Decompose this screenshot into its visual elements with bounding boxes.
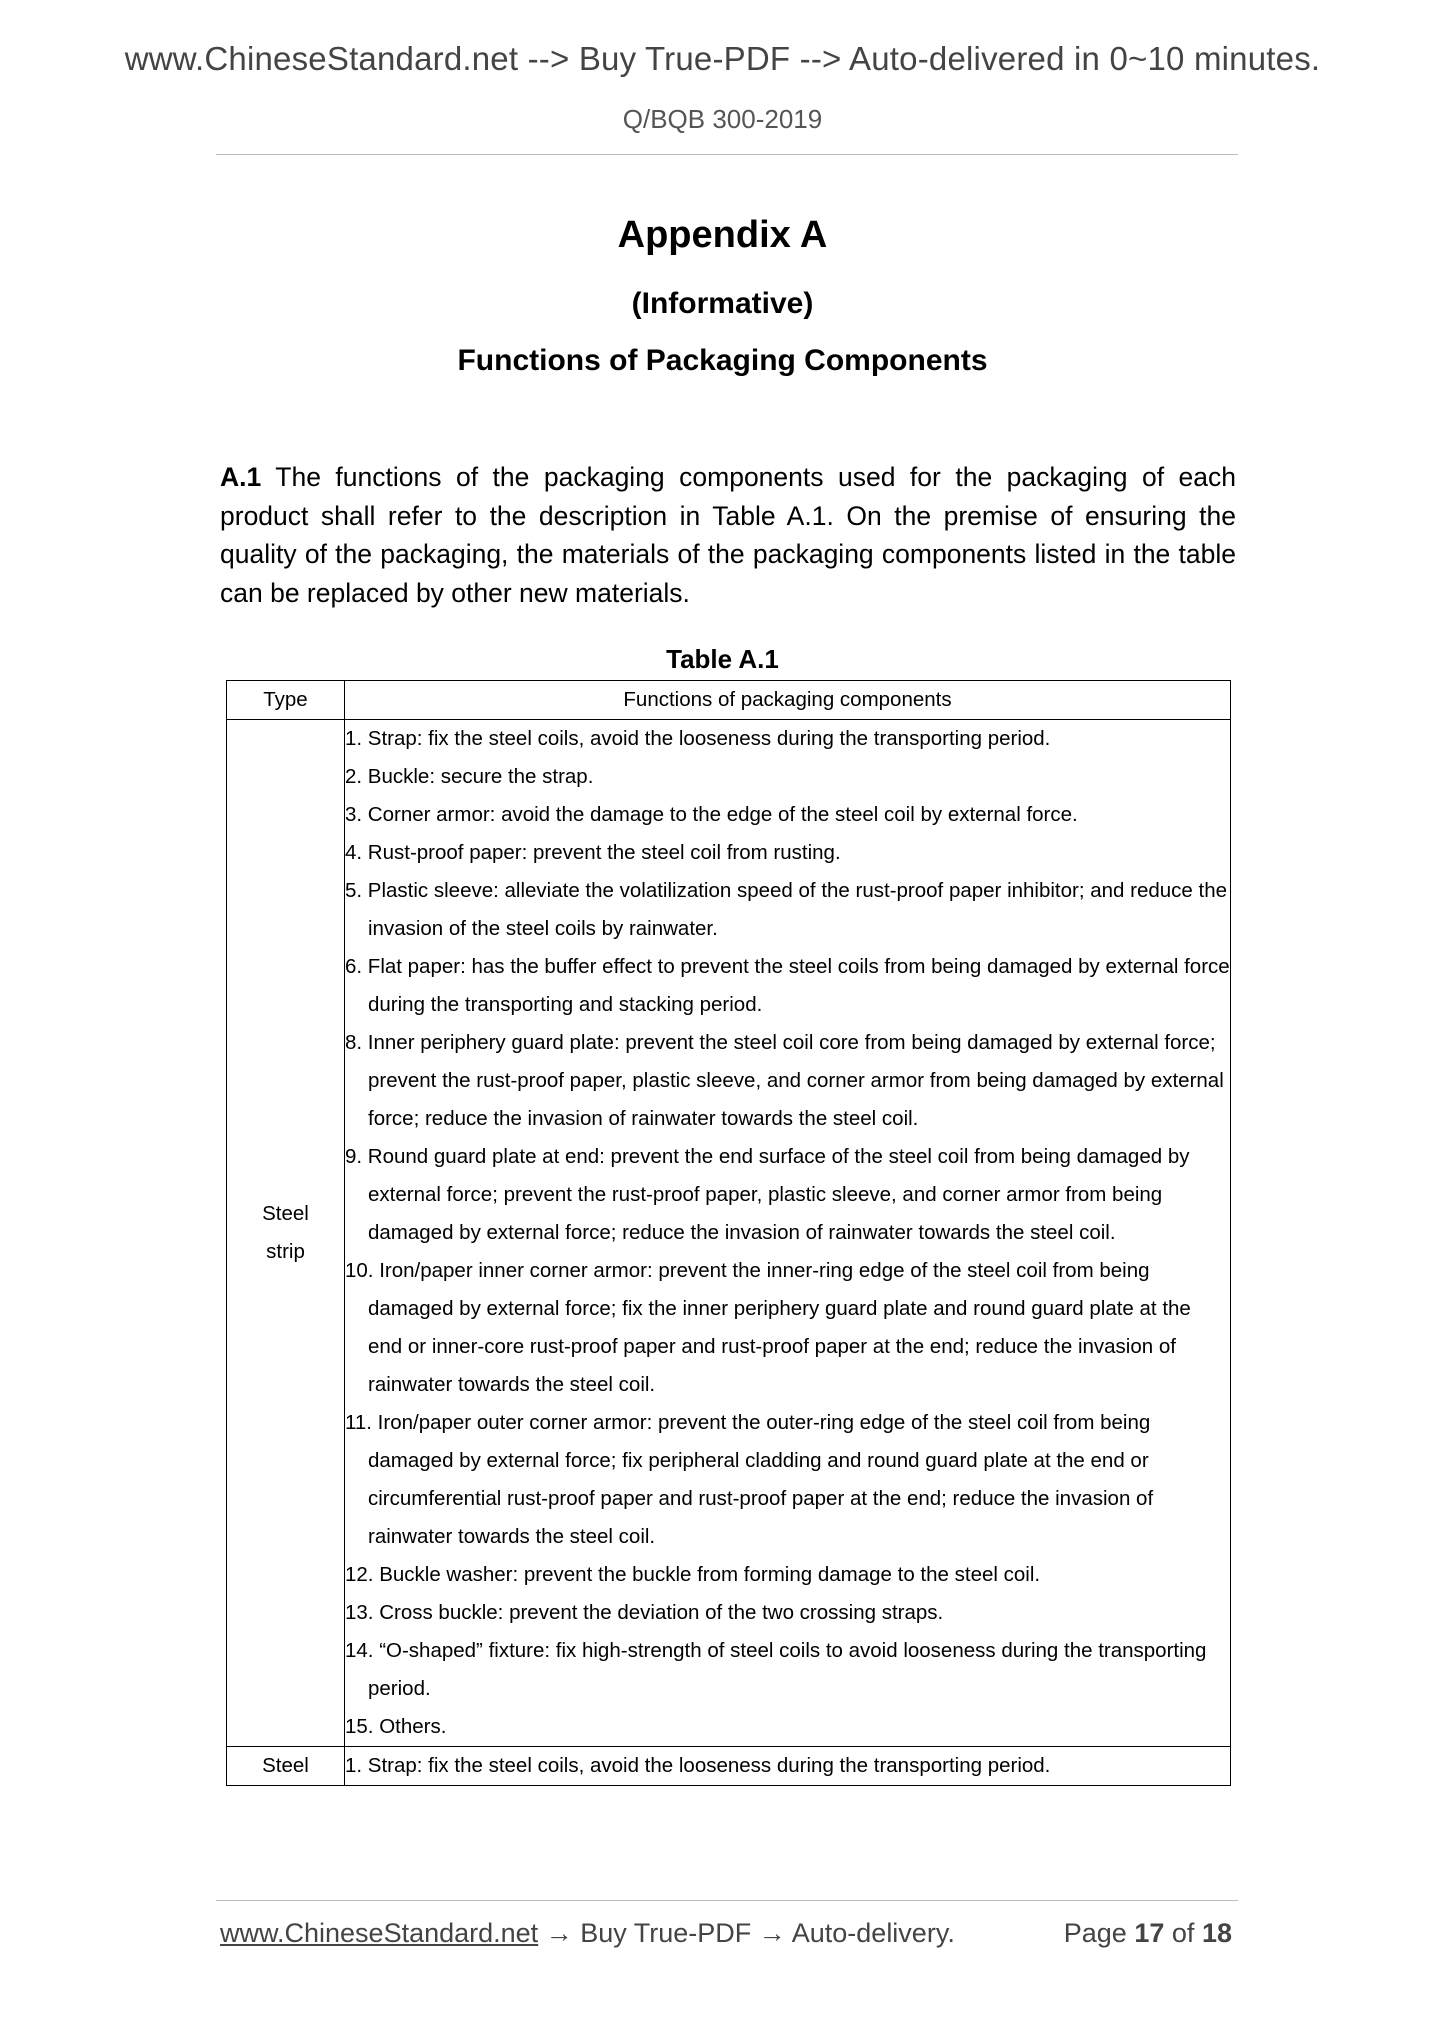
table-header-row (227, 681, 1231, 720)
clause-label: A.1 (220, 462, 262, 492)
page-total: 18 (1201, 1918, 1232, 1948)
function-item: 4. Rust-proof paper: prevent the steel coil from rusting. (345, 841, 841, 864)
type-cell-steel-strip (227, 720, 345, 1747)
function-item: 6. Flat paper: has the buffer effect to prevent the steel coils from being damaged by external force during the transporting and stacking period. (345, 955, 1230, 1016)
footer-site-link[interactable]: www.ChineseStandard.net (220, 1918, 539, 1948)
type-cell-steel (227, 1747, 345, 1786)
function-item: 11. Iron/paper outer corner armor: prevent the outer-ring edge of the steel coil from being damaged by external force; fix peripheral cladding and round guard plate at the end or circumferential rust-proof paper and rust-proof paper at the end; reduce the invasion of rainwater towards the steel coil. (345, 1411, 1154, 1548)
page-word: Page (1063, 1918, 1127, 1948)
function-item: 13. Cross buckle: prevent the deviation of the two crossing straps. (345, 1601, 944, 1624)
page-current: 17 (1134, 1918, 1165, 1948)
function-item: 12. Buckle washer: prevent the buckle from forming damage to the steel coil. (345, 1563, 1041, 1586)
footer-divider (216, 1900, 1238, 1901)
function-item: 9. Round guard plate at end: prevent the end surface of the steel coil from being damaged by external force; prevent the rust-proof paper, plastic sleeve, and corner armor from being damaged by external force; reduce the invasion of rainwater towards the steel coil. (345, 1145, 1190, 1244)
page-indicator (1064, 1918, 1232, 1949)
appendix-heading: Functions of Packaging Components (457, 344, 988, 377)
site-banner: www.ChineseStandard.net --> Buy True-PDF --> Auto-delivered in 0~10 minutes. (124, 40, 1321, 77)
appendix-type: (Informative) (631, 287, 814, 320)
function-item: 2. Buckle: secure the strap. (345, 765, 594, 788)
packaging-functions-table (226, 680, 1231, 1786)
document-number: Q/BQB 300-2019 (622, 104, 823, 134)
table-row (227, 1747, 1231, 1786)
function-item: 5. Plastic sleeve: alleviate the volatilization speed of the rust-proof paper inhibitor; and reduce the invasion of the steel coils by rainwater. (345, 879, 1228, 940)
function-item: 10. Iron/paper inner corner armor: prevent the inner-ring edge of the steel coil from being damaged by external force; fix the inner periphery guard plate and round guard plate at the end or inner-core rust-proof paper and rust-proof paper at the end; reduce the invasion of rainwater towards the steel coil. (345, 1259, 1191, 1396)
function-item: 14. “O-shaped” fixture: fix high-strength of steel coils to avoid looseness during the transporting period. (345, 1639, 1207, 1700)
function-item: 1. Strap: fix the steel coils, avoid the looseness during the transporting period. (345, 727, 1051, 750)
clause-a1 (220, 458, 1236, 612)
clause-text: The functions of the packaging components used for the packaging of each product shall refer to the description in Table A.1. On the premise of ensuring the quality of the packaging, the materials of the packaging components listed in the table can be replaced by other new materials. (220, 462, 1236, 608)
table-caption: Table A.1 (666, 644, 779, 674)
function-item: 3. Corner armor: avoid the damage to the edge of the steel coil by external force. (345, 803, 1078, 826)
function-item: 1. Strap: fix the steel coils, avoid the looseness during the transporting period. (345, 1754, 1051, 1777)
function-item: 8. Inner periphery guard plate: prevent the steel coil core from being damaged by external force; prevent the rust-proof paper, plastic sleeve, and corner armor from being damaged by external force; reduce the invasion of rainwater towards the steel coil. (345, 1031, 1224, 1130)
appendix-title: Appendix A (617, 214, 828, 256)
header-divider (216, 154, 1238, 155)
functions-cell (345, 720, 1231, 1747)
header-type: Type (227, 681, 345, 720)
type-line: Steel (262, 1202, 309, 1225)
type-line: Steel (262, 1754, 309, 1777)
footer-tagline: → Buy True-PDF → Auto-delivery. (538, 1918, 955, 1948)
function-item: 15. Others. (345, 1715, 447, 1738)
table-row (227, 720, 1231, 1747)
header-functions: Functions of packaging components (345, 681, 1231, 720)
page-footer (220, 1918, 1232, 1949)
type-line: strip (266, 1240, 305, 1263)
of-word: of (1171, 1918, 1195, 1948)
functions-cell (345, 1747, 1231, 1786)
